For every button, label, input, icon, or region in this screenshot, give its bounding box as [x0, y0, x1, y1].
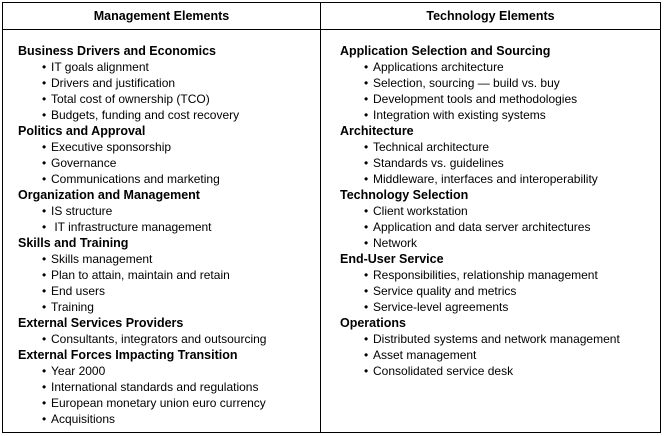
list-item-text: Middleware, interfaces and interoperability [373, 172, 598, 186]
list-item-text: Drivers and justification [51, 76, 176, 90]
bullet-icon: • [364, 300, 369, 314]
list-item [18, 139, 320, 155]
bullet-icon: • [364, 364, 369, 378]
list-item [340, 363, 660, 379]
list-item [340, 203, 660, 219]
list-item-text: Technical architecture [373, 140, 490, 154]
list-item-text: Service quality and metrics [373, 284, 517, 298]
list-item-text: Development tools and methodologies [373, 92, 578, 106]
section-title: Politics and Approval [18, 124, 146, 138]
list-item [18, 155, 320, 171]
list-item-text: Network [373, 236, 418, 250]
list-item [340, 331, 660, 347]
section-items [340, 267, 660, 315]
list-item [18, 299, 320, 315]
list-item [18, 203, 320, 219]
bullet-icon: • [42, 412, 47, 426]
list-item [340, 171, 660, 187]
bullet-icon: • [364, 60, 369, 74]
list-item [18, 331, 320, 347]
bullet-icon: • [364, 156, 369, 170]
bullet-icon: • [364, 332, 369, 346]
list-item [340, 107, 660, 123]
section-items [18, 363, 320, 427]
section-items [340, 59, 660, 123]
list-item [340, 91, 660, 107]
section-title: External Forces Impacting Transition [18, 348, 238, 362]
bullet-icon: • [42, 300, 47, 314]
bullet-icon: • [42, 284, 47, 298]
list-item [340, 59, 660, 75]
bullet-icon: • [364, 220, 369, 234]
list-item-text: Asset management [373, 348, 477, 362]
section-title: External Services Providers [18, 316, 184, 330]
list-item-text: IT goals alignment [51, 60, 149, 74]
management-column-header: Management Elements [3, 3, 320, 30]
technology-column-header: Technology Elements [321, 3, 660, 30]
list-item-text: IT infrastructure management [51, 220, 212, 234]
bullet-icon: • [42, 172, 47, 186]
bullet-icon: • [42, 252, 47, 266]
section-title: Technology Selection [340, 188, 469, 202]
management-sections [3, 30, 320, 427]
bullet-icon: • [364, 268, 369, 282]
section-items [18, 203, 320, 235]
list-item-text: Skills management [51, 252, 153, 266]
list-item-text: Responsibilities, relationship management [373, 268, 598, 282]
list-item-text: Acquisitions [51, 412, 116, 426]
list-item-text: Plan to attain, maintain and retain [51, 268, 230, 282]
section-items [340, 331, 660, 379]
list-item [18, 395, 320, 411]
list-item-text: Applications architecture [373, 60, 504, 74]
list-item [18, 251, 320, 267]
bullet-icon: • [42, 76, 47, 90]
section-title: Organization and Management [18, 188, 200, 202]
bullet-icon: • [42, 396, 47, 410]
list-item-text: Governance [51, 156, 117, 170]
list-item-text: Communications and marketing [51, 172, 220, 186]
list-item [18, 379, 320, 395]
bullet-icon: • [42, 156, 47, 170]
section-items [340, 203, 660, 251]
list-item-text: European monetary union euro currency [51, 396, 266, 410]
bullet-icon: • [364, 108, 369, 122]
management-column [3, 3, 321, 432]
technology-column [321, 3, 660, 432]
bullet-icon: • [364, 140, 369, 154]
section-title: End-User Service [340, 252, 444, 266]
bullet-icon: • [42, 204, 47, 218]
list-item-text: Application and data server architectures [373, 220, 591, 234]
bullet-icon: • [364, 284, 369, 298]
bullet-icon: • [364, 348, 369, 362]
section-title: Application Selection and Sourcing [340, 44, 551, 58]
list-item [18, 91, 320, 107]
section-title: Operations [340, 316, 406, 330]
bullet-icon: • [364, 76, 369, 90]
list-item [340, 219, 660, 235]
bullet-icon: • [364, 204, 369, 218]
list-item [18, 267, 320, 283]
list-item [18, 171, 320, 187]
list-item [340, 283, 660, 299]
list-item-text: Executive sponsorship [51, 140, 172, 154]
list-item-text: Distributed systems and network management [373, 332, 620, 346]
bullet-icon: • [42, 364, 47, 378]
list-item [18, 59, 320, 75]
section-title: Skills and Training [18, 236, 129, 250]
bullet-icon: • [42, 268, 47, 282]
list-item-text: End users [51, 284, 106, 298]
list-item-text: IS structure [51, 204, 113, 218]
bullet-icon: • [364, 92, 369, 106]
list-item [18, 411, 320, 427]
list-item [340, 299, 660, 315]
list-item-text: Budgets, funding and cost recovery [51, 108, 240, 122]
list-item [340, 347, 660, 363]
list-item-text: Consolidated service desk [373, 364, 514, 378]
bullet-icon: • [42, 108, 47, 122]
list-item [18, 219, 320, 235]
list-item [340, 267, 660, 283]
list-item [340, 75, 660, 91]
list-item [340, 155, 660, 171]
section-items [18, 331, 320, 347]
elements-table [2, 2, 661, 433]
section-items [18, 59, 320, 123]
list-item-text: Standards vs. guidelines [373, 156, 504, 170]
list-item-text: Total cost of ownership (TCO) [51, 92, 210, 106]
bullet-icon: • [364, 172, 369, 186]
list-item-text: Selection, sourcing — build vs. buy [373, 76, 560, 90]
bullet-icon: • [42, 92, 47, 106]
list-item [18, 75, 320, 91]
list-item-text: Training [51, 300, 94, 314]
bullet-icon: • [364, 236, 369, 250]
section-title: Business Drivers and Economics [18, 44, 216, 58]
bullet-icon: • [42, 380, 47, 394]
list-item-text: Service-level agreements [373, 300, 509, 314]
list-item-text: Consultants, integrators and outsourcing [51, 332, 267, 346]
bullet-icon: • [42, 220, 47, 234]
section-items [340, 139, 660, 187]
bullet-icon: • [42, 140, 47, 154]
bullet-icon: • [42, 60, 47, 74]
list-item-text: Year 2000 [51, 364, 106, 378]
list-item [18, 283, 320, 299]
list-item [18, 107, 320, 123]
section-items [18, 251, 320, 315]
list-item-text: Client workstation [373, 204, 468, 218]
list-item [340, 235, 660, 251]
list-item [18, 363, 320, 379]
bullet-icon: • [42, 332, 47, 346]
list-item-text: International standards and regulations [51, 380, 259, 394]
section-title: Architecture [340, 124, 414, 138]
list-item [340, 139, 660, 155]
technology-sections [321, 30, 660, 379]
list-item-text: Integration with existing systems [373, 108, 546, 122]
section-items [18, 139, 320, 187]
